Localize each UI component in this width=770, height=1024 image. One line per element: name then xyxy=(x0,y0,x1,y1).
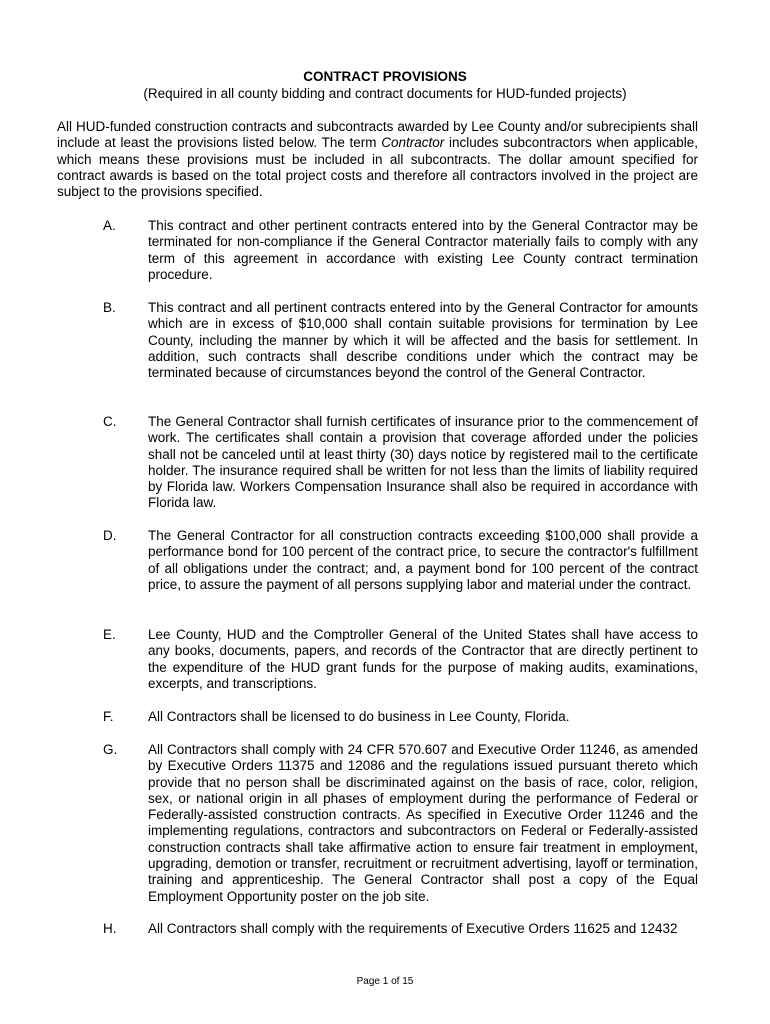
intro-text-before: All HUD-funded construction contracts and subcontracts awarded by Lee County and/or subrecipients shall include at least the provisions listed below. The term xyxy=(57,119,698,151)
document-title: CONTRACT PROVISIONS xyxy=(303,69,467,84)
intro-text-after: includes subcontractors when applicable, which means these provisions must be included in all subcontracts. The dollar amount specified for contract awards is based on the total project costs and therefore all contractors involved in the project are subject to the provisions specified. xyxy=(57,135,698,200)
provision-text: The General Contractor for all construction contracts exceeding $100,000 shall provide a performance bond for 100 percent of the contract price, to secure the contractor's fulfillment of all obligations under the contract; and, a payment bond for 100 percent of the contract price, to assure the payment of all persons supplying labor and material under the contract. xyxy=(148,528,698,592)
intro-paragraph xyxy=(57,119,698,200)
provision-letter: H. xyxy=(103,921,117,936)
provision-text: The General Contractor shall furnish certificates of insurance prior to the commencement of work. The certificates shall contain a provision that coverage afforded under the policies shall not be canceled until at least thirty (30) days notice by registered mail to the certificate holder. The insurance required shall be written for not less than the limits of liability required by Florida law. Workers Compensation Insurance shall also be required in accordance with Florida law. xyxy=(148,414,698,511)
provision-text: This contract and other pertinent contracts entered into by the General Contractor may be terminated for non-compliance if the General Contractor materially fails to comply with any term of this agreement in accordance with existing Lee County contract termination procedure. xyxy=(148,218,698,282)
page-number: Page 1 of 15 xyxy=(356,976,414,987)
provision-text: Lee County, HUD and the Comptroller General of the United States shall have access to any books, documents, papers, and records of the Contractor that are directly pertinent to the expenditure of the HUD grant funds for the purpose of making audits, examinations, excerpts, and transcriptions. xyxy=(148,627,698,691)
provision-letter: C. xyxy=(103,414,117,429)
document-subtitle: (Required in all county bidding and contract documents for HUD-funded projects) xyxy=(143,86,627,101)
provision-text: All Contractors shall be licensed to do business in Lee County, Florida. xyxy=(148,709,570,724)
provision-letter: F. xyxy=(103,709,114,724)
provision-text: This contract and all pertinent contracts entered into by the General Contractor for amounts which are in excess of $10,000 shall contain suitable provisions for termination by Lee County, including the manner by which it will be affected and the basis for settlement. In addition, such contracts shall describe conditions under which the contract may be terminated because of circumstances beyond the control of the General Contractor. xyxy=(148,300,698,381)
intro-emphasis: Contractor xyxy=(381,135,445,151)
provision-text: All Contractors shall comply with 24 CFR 570.607 and Executive Order 11246, as amended by Executive Orders 11375 and 12086 and the regulations issued pursuant thereto which provide that no person shall be discriminated against on the basis of race, color, religion, sex, or national origin in all phases of employment during the performance of Federal or Federally-assisted construction contracts. As specified in Executive Order 11246 and the implementing regulations, contractors and subcontractors on Federal or Federally-assisted construction contracts shall take affirmative action to ensure fair treatment in employment, upgrading, demotion or transfer, recruitment or recruitment advertising, layoff or termination, training and apprenticeship. The General Contractor shall post a copy of the Equal Employment Opportunity poster on the job site. xyxy=(148,742,698,904)
provision-text: All Contractors shall comply with the requirements of Executive Orders 11625 and 12432 xyxy=(148,921,678,936)
provision-letter: G. xyxy=(103,742,118,757)
provision-letter: A. xyxy=(103,218,116,233)
provision-letter: B. xyxy=(103,300,116,315)
provision-letter: D. xyxy=(103,528,117,543)
provision-letter: E. xyxy=(103,627,116,642)
